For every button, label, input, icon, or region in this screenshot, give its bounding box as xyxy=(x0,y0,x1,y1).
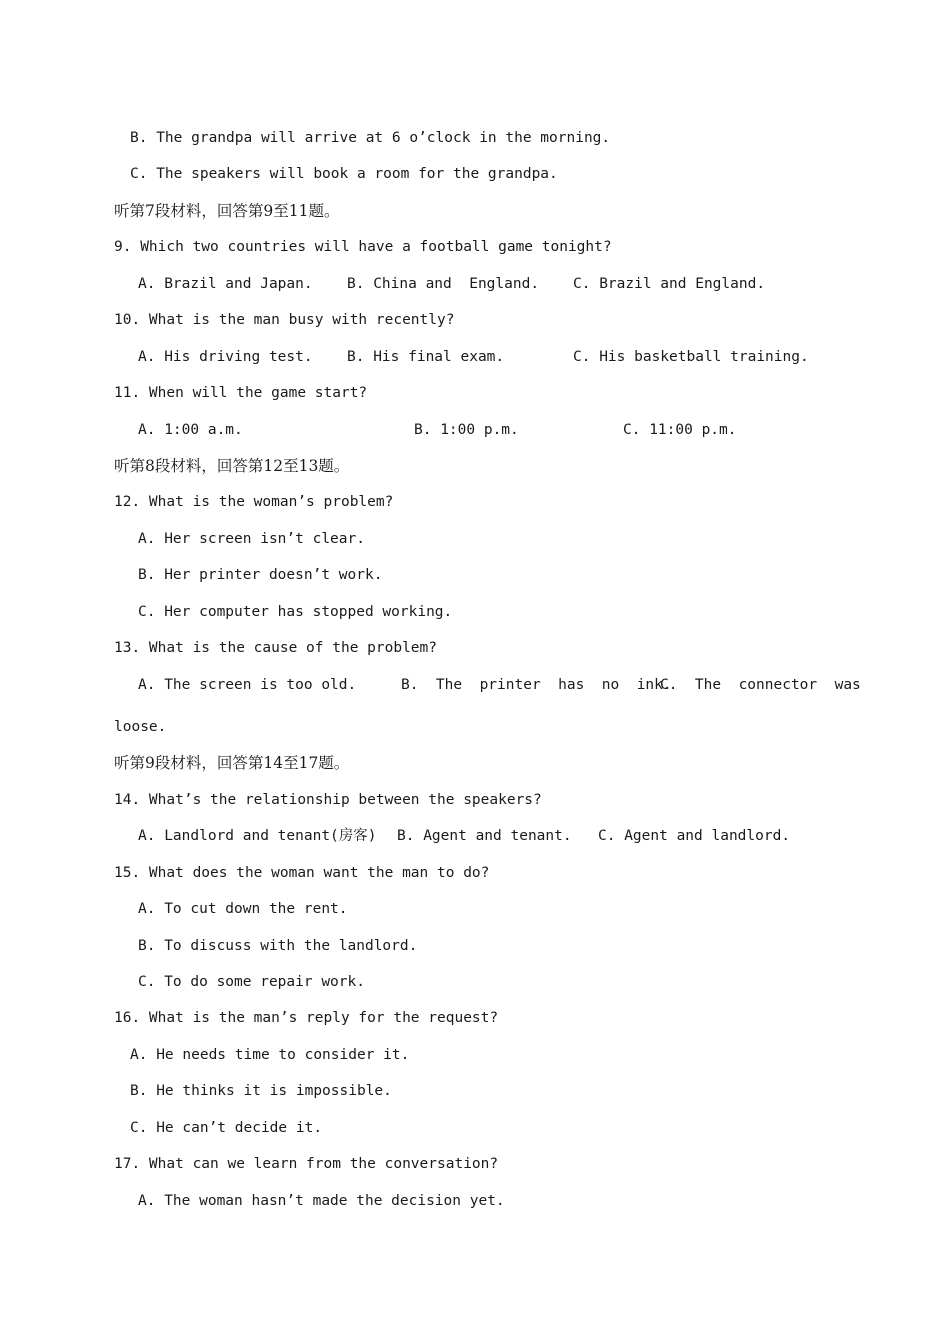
q12-option-b: B. Her printer doesn’t work. xyxy=(138,567,383,583)
q14-option-b: B. Agent and tenant. xyxy=(397,828,572,844)
q11-question: 11. When will the game start? xyxy=(114,385,368,401)
q11-option-a: A. 1:00 a.m. xyxy=(138,422,243,438)
q10-option-c: C. His basketball training. xyxy=(573,349,809,365)
q15-option-c: C. To do some repair work. xyxy=(138,974,365,990)
q16-option-b: B. He thinks it is impossible. xyxy=(130,1083,392,1099)
q11-option-b: B. 1:00 p.m. xyxy=(414,422,519,438)
q13-question: 13. What is the cause of the problem? xyxy=(114,640,438,656)
q10-option-b: B. His final exam. xyxy=(347,349,505,365)
q9-option-c: C. Brazil and England. xyxy=(573,276,766,292)
q15-option-b: B. To discuss with the landlord. xyxy=(138,938,418,954)
q9-option-b: B. China and England. xyxy=(347,276,540,292)
q12-option-a: A. Her screen isn’t clear. xyxy=(138,531,365,547)
q16-option-a: A. He needs time to consider it. xyxy=(130,1047,410,1063)
q13-option-a: A. The screen is too old. xyxy=(138,677,357,693)
q17-question: 17. What can we learn from the conversation? xyxy=(114,1156,499,1172)
q8-option-b: B. The grandpa will arrive at 6 o’clock in the morning. xyxy=(130,130,611,146)
q11-option-c: C. 11:00 p.m. xyxy=(623,422,737,438)
q16-option-c: C. He can’t decide it. xyxy=(130,1120,323,1136)
q15-option-a: A. To cut down the rent. xyxy=(138,901,348,917)
q10-option-a: A. His driving test. xyxy=(138,349,313,365)
q17-option-a: A. The woman hasn’t made the decision yet. xyxy=(138,1193,505,1209)
q13-option-c: C. The connector was xyxy=(660,677,861,693)
q13-option-c-continued: loose. xyxy=(114,719,167,735)
q14-option-c: C. Agent and landlord. xyxy=(598,828,791,844)
q12-option-c: C. Her computer has stopped working. xyxy=(138,604,453,620)
q14-option-a: A. Landlord and tenant(房客) xyxy=(138,828,377,844)
q10-question: 10. What is the man busy with recently? xyxy=(114,312,455,328)
section-7-instruction: 听第7段材料，回答第9至11题。 xyxy=(114,202,340,220)
q9-option-a: A. Brazil and Japan. xyxy=(138,276,313,292)
q14-question: 14. What’s the relationship between the speakers? xyxy=(114,792,542,808)
q9-question: 9. Which two countries will have a football game tonight? xyxy=(114,239,612,255)
q8-option-c: C. The speakers will book a room for the grandpa. xyxy=(130,166,558,182)
q16-question: 16. What is the man’s reply for the request? xyxy=(114,1010,499,1026)
section-9-instruction: 听第9段材料，回答第14至17题。 xyxy=(114,754,350,772)
q15-question: 15. What does the woman want the man to do? xyxy=(114,865,490,881)
q13-option-b: B. The printer has no ink. xyxy=(401,677,672,693)
section-8-instruction: 听第8段材料，回答第12至13题。 xyxy=(114,457,350,475)
q12-question: 12. What is the woman’s problem? xyxy=(114,494,394,510)
